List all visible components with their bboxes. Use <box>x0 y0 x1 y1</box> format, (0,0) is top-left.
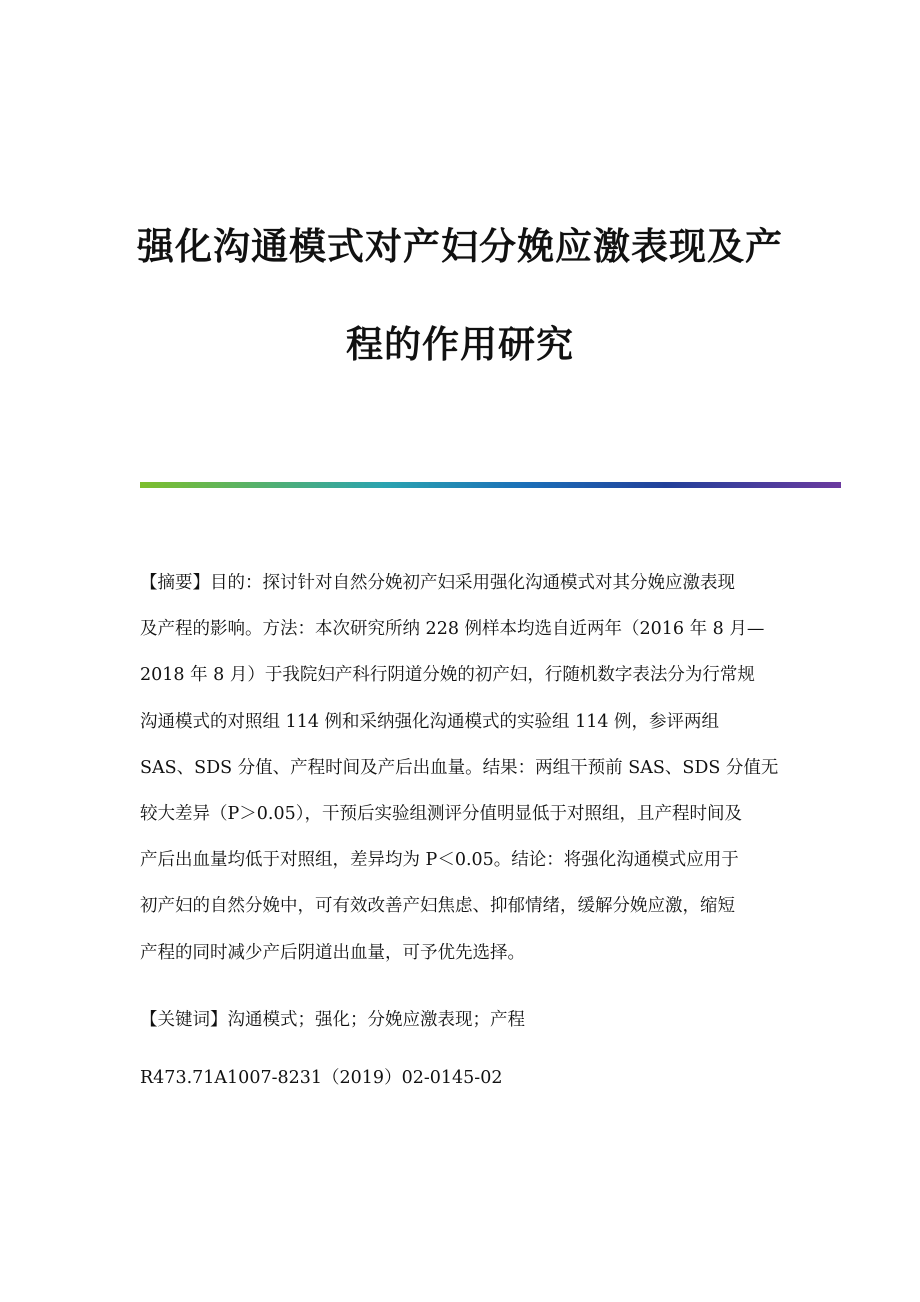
abstract-line: 及产程的影响。方法：本次研究所纳 228 例样本均选自近两年（2016 年 8 月— <box>140 619 765 640</box>
document-title-line-2: 程的作用研究 <box>346 323 574 366</box>
abstract-line: 产后出血量均低于对照组，差异均为 P＜0.05。结论：将强化沟通模式应用于 <box>140 850 739 871</box>
abstract-line: 2018 年 8 月）于我院妇产科行阴道分娩的初产妇，行随机数字表法分为行常规 <box>140 665 755 686</box>
abstract-line: 初产妇的自然分娩中，可有效改善产妇焦虑、抑郁情绪，缓解分娩应激，缩短 <box>140 896 735 917</box>
abstract-line: 【摘要】目的：探讨针对自然分娩初产妇采用强化沟通模式对其分娩应激表现 <box>140 573 735 593</box>
abstract-line: 沟通模式的对照组 114 例和采纳强化沟通模式的实验组 114 例，参评两组 <box>140 711 720 732</box>
abstract-section <box>140 560 780 976</box>
classification-code: R473.71A1007-8231（2019）02-0145-02 <box>140 1068 503 1088</box>
gradient-divider <box>140 482 841 488</box>
abstract-line: SAS、SDS 分值、产程时间及产后出血量。结果：两组干预前 SAS、SDS 分值无 <box>140 757 779 778</box>
document-title-line-1: 强化沟通模式对产妇分娩应激表现及产 <box>137 225 783 268</box>
abstract-line: 产程的同时减少产后阴道出血量，可予优先选择。 <box>140 942 525 963</box>
keywords-line: 【关键词】沟通模式；强化；分娩应激表现；产程 <box>140 1010 525 1030</box>
abstract-line: 较大差异（P＞0.05），干预后实验组测评分值明显低于对照组，且产程时间及 <box>140 803 742 824</box>
